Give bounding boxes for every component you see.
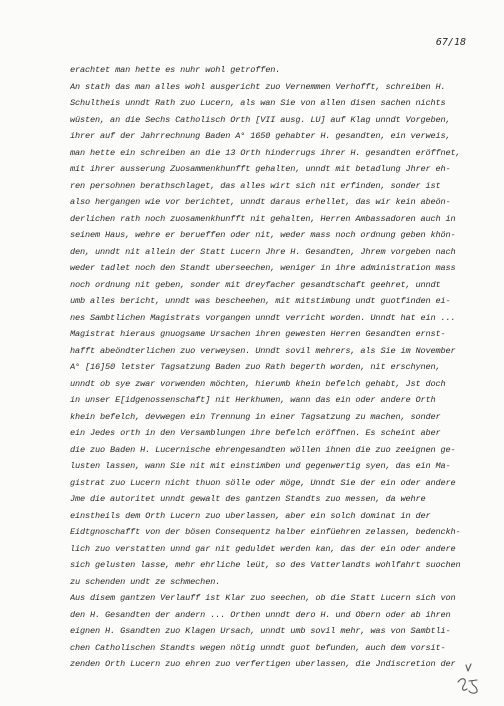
text-line: Magistrat hieraus gnuogsame Ursachen ihren gewesten Herren Gesandten ernst- <box>70 329 446 339</box>
text-line: man hette ein schreiben an die 13 Orth hinderrugs ihrer H. gesandten eröffnet, <box>70 147 461 158</box>
text-line: den, unndt nit allein der Statt Lucern Jhre H. Gesandten, Jhrem vorgeben nach <box>70 246 456 257</box>
text-line: nes Sambtlichen Magistrats vorgangen unndt verricht worden. Unndt hat ein ... <box>70 312 456 323</box>
text-line: A° [16]50 letster Tagsatzung Baden zuo Rath begerth worden, nit erschynen, <box>70 362 441 372</box>
text-line: den H. Gesandten der andern ... Orthen unndt dero H. und Obern oder ab ihren <box>70 609 451 620</box>
text-line: khein befelch, devwegen ein Trennung in einer Tagsatzung zu machen, sonder <box>70 411 441 422</box>
text-line: Aus disem gantzen Verlauff ist Klar zuo seechen, ob die Statt Lucern sich von <box>70 593 456 603</box>
handwritten-mark-icon <box>450 662 484 698</box>
text-line: also hergangen wie vor berichtet, unndt daraus erhellet, das wir kein abeön- <box>70 197 451 207</box>
text-line: mit ihrer ausserung Zuosammenkhunfft gehalten, unndt mit betadlung Jhrer eh- <box>70 164 451 174</box>
text-line: umb alles bericht, unndt was bescheehen, mit mitstimbung undt guotfinden ei- <box>70 296 451 306</box>
text-line: Schultheis unndt Rath zuo Lucern, als wan Sie von allen disen sachen nichts <box>70 98 446 108</box>
text-line: seinem Haus, wehre er berueffen oder nit, weder mass noch ordnung geben khön- <box>70 230 456 240</box>
text-line: zenden Orth Lucern zuo ehren zuo verfertigen uberlassen, die Jndiscretion der <box>70 659 456 669</box>
text-line: ren persohnen berathschlaget, das alles wirt sich nit erfinden, sonder ist <box>70 180 441 191</box>
text-line: wüsten, an die Sechs Catholisch Orth [VII ausg. LU] auf Klag unndt Vorgeben, <box>70 114 451 125</box>
text-line: chen Catholischen Standts wegen nötig unndt guot befunden, auch dem vorsit- <box>70 642 446 653</box>
text-line: Eidtgnoschafft von der bösen Consequentz halber einfüehren zelassen, bedenckh- <box>70 527 461 537</box>
text-line: zu schenden undt ze schmechen. <box>70 576 221 587</box>
text-line: Jme die autoritet unndt gewalt des gantzen Standts zuo messen, da wehre <box>70 494 426 504</box>
text-line: weder tadlet noch den Standt uberseechen, weniger in ihre administration mass <box>70 263 456 273</box>
text-line: die zuo Baden H. Lucernische ehrengesandten wöllen ihnen die zuo zeeignen ge- <box>70 444 456 455</box>
text-line: An stath das man alles wohl ausgericht zuo Vernemmen Verhofft, schreiben H. <box>70 81 446 92</box>
text-line: einstheils dem Orth Lucern zuo uberlassen, aber ein solch dominat in der <box>70 510 431 521</box>
text-line: lich zuo verstatten unnd gar nit geduldet werden kan, das der ein oder andere <box>70 543 456 554</box>
text-line: lusten lassen, wann Sie nit mit einstimben und gegenwertig syen, das ein Ma- <box>70 461 451 471</box>
text-line: sich gelusten lasse, mehr ehrliche leüt, so des Vatterlandts wohlfahrt suochen <box>70 560 461 570</box>
text-line: in unser E[idgenossenschaft] nit Herkhumen, wann das ein oder andere Orth <box>70 395 436 405</box>
page-number: 67/18 <box>435 37 466 48</box>
text-line: derlichen rath noch zuosamenkhunfft nit gehalten, Herren Ambassadoren auch in <box>70 213 456 224</box>
text-line: ein Jedes orth in den Versamblungen ihre befelch eröffnen. Es scheint aber <box>70 428 441 438</box>
text-line: hafft abeöndterlichen zuo verweysen. Unndt sovil mehrers, als Sie im November <box>70 345 456 356</box>
text-line: noch ordnung nit geben, sonder mit dreyfacher gesandtschaft geehret, unndt <box>70 279 441 290</box>
body-text <box>70 62 468 673</box>
text-line: unndt ob sye zwar vorwenden möchten, hierumb khein befelch gehabt, Jst doch <box>70 378 446 389</box>
text-line: gistrat zuo Lucern nicht thuon sölle oder möge, Unndt Sie der ein oder andere <box>70 477 456 488</box>
text-line: eignen H. Gsandten zuo Klagen Ursach, unndt umb sovil mehr, was von Sambtli- <box>70 626 451 636</box>
text-line: erachtet man hette es nuhr wohl getroffen. <box>70 65 281 75</box>
text-line: ihrer auf der Jahrrechnung Baden A° 1650 gehabter H. gesandten, ein verweis, <box>70 131 451 141</box>
